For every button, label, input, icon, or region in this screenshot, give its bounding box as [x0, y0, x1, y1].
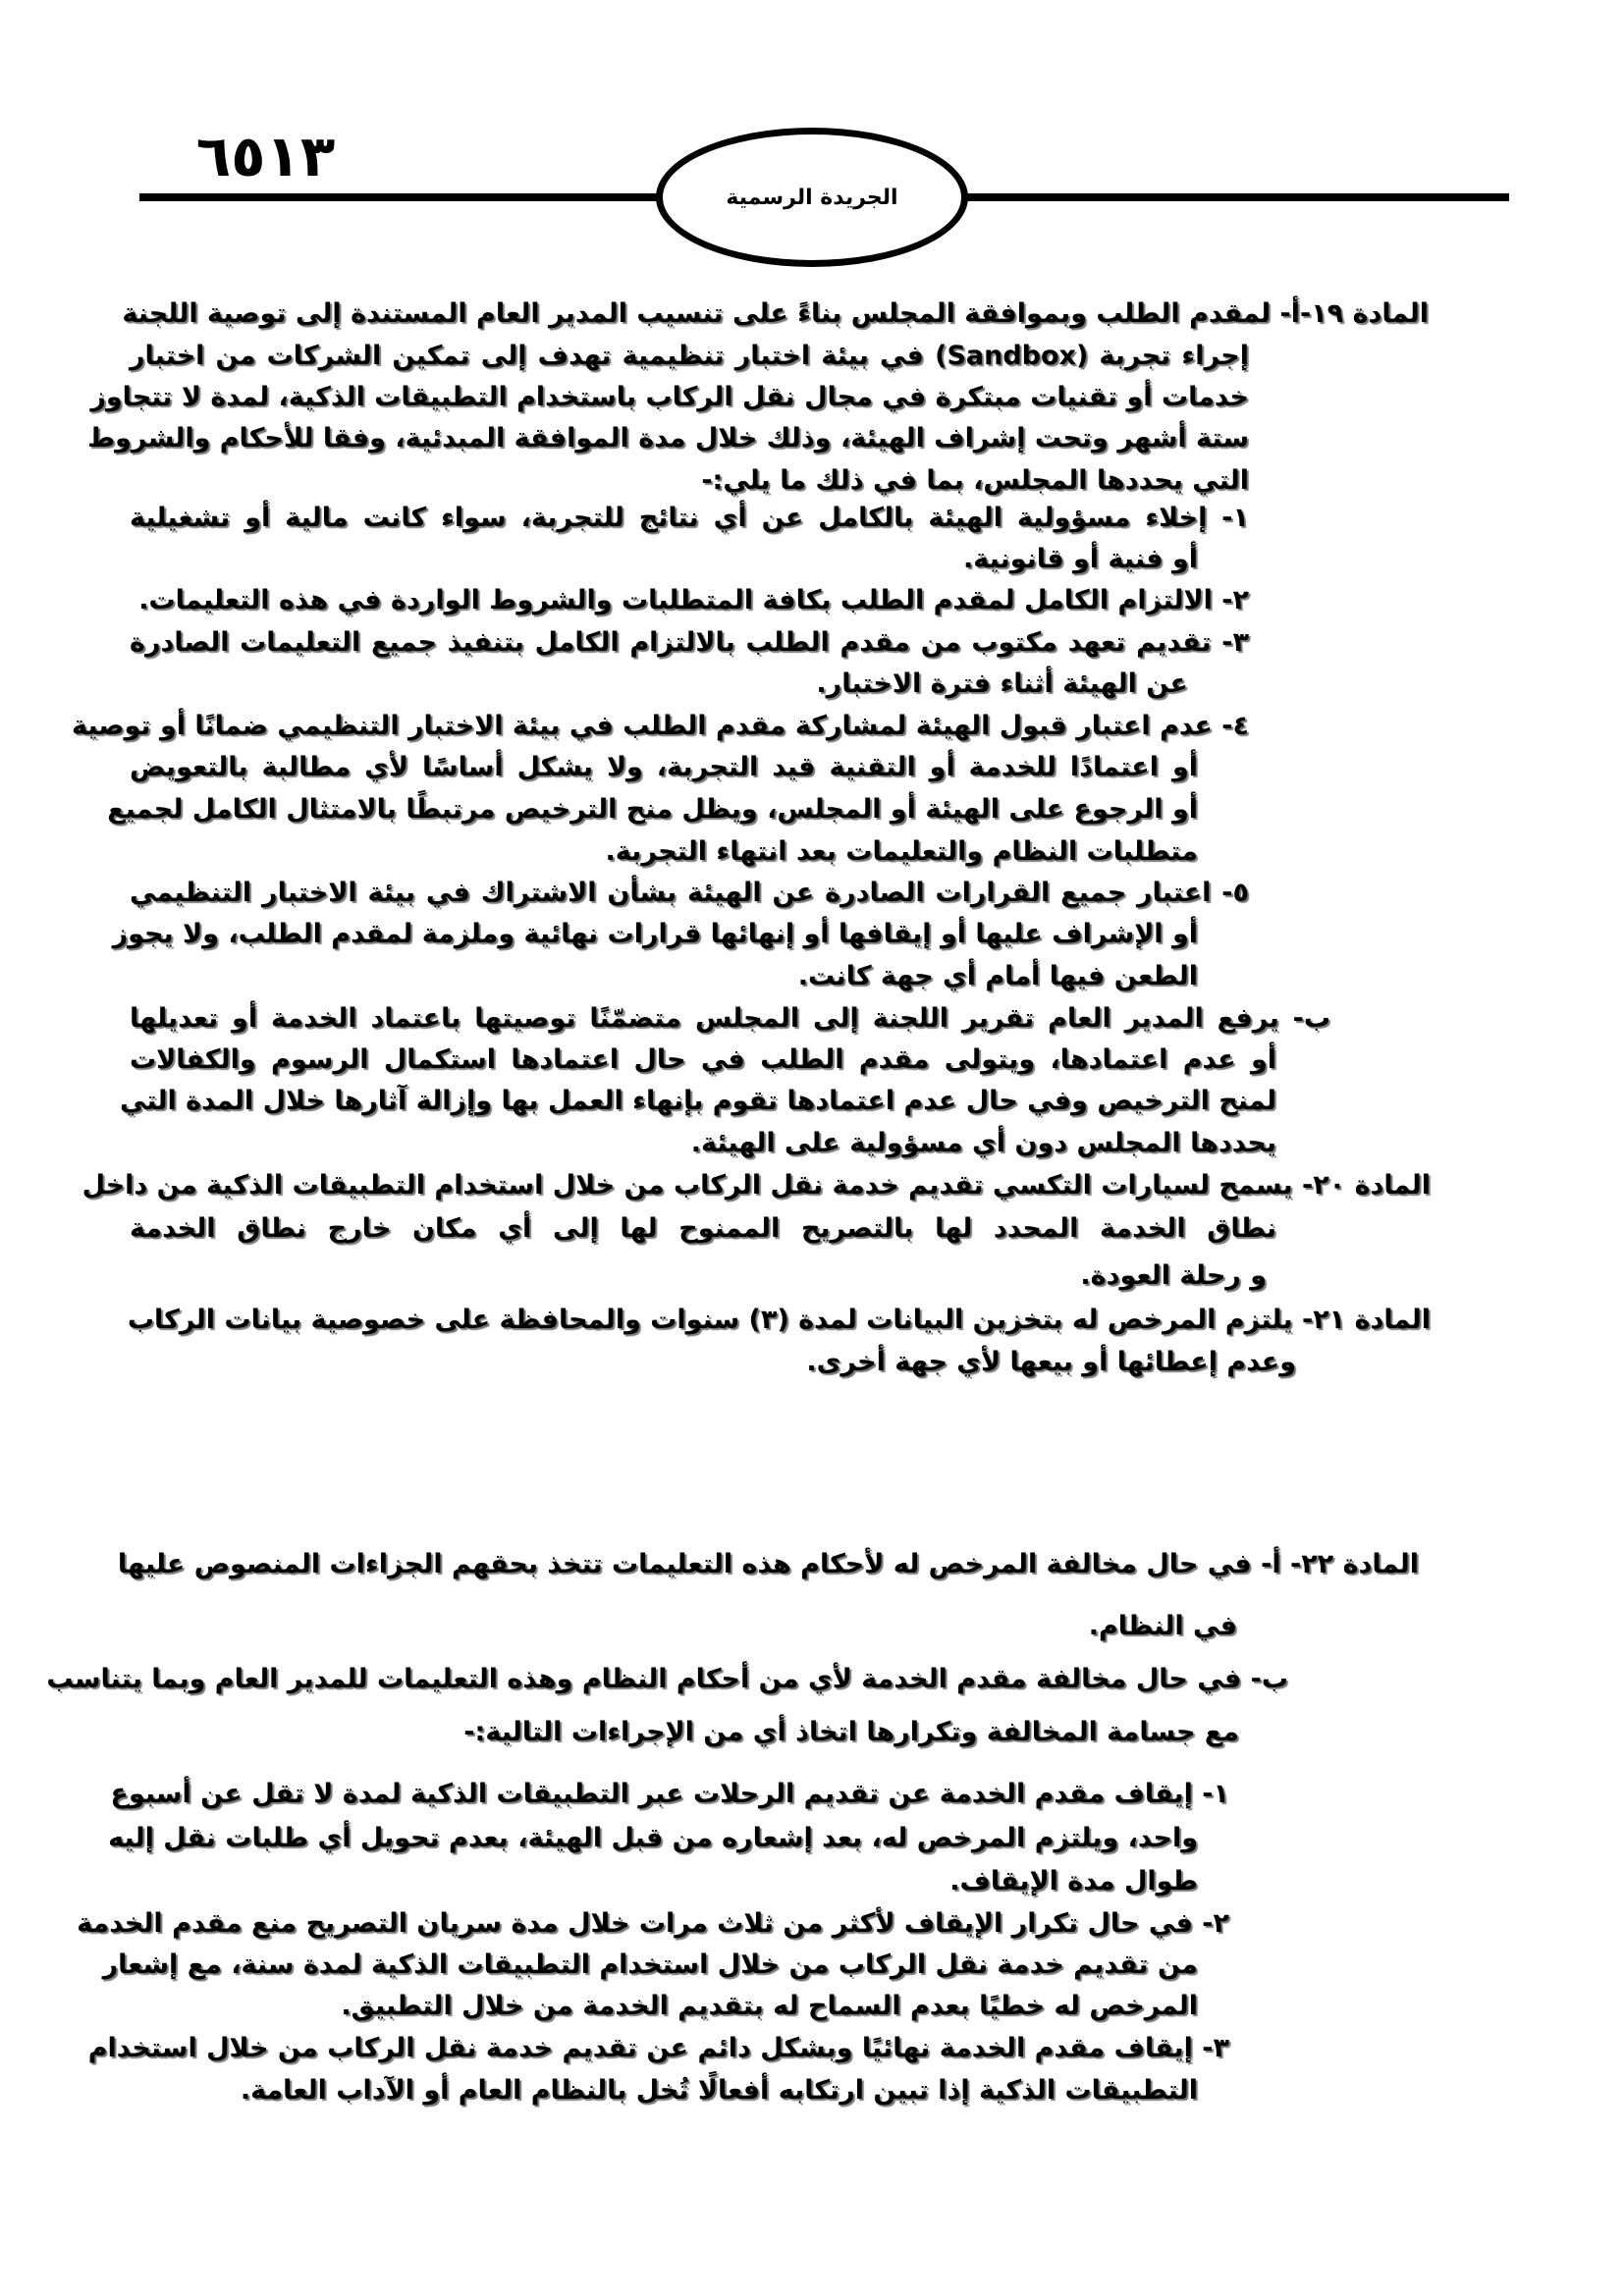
text-line: واحد، ويلتزم المرخص له، بعد إشعاره من قبل الهيئة، بعدم تحويل أي طلبات نقل إليه — [108, 1823, 1198, 1853]
header-rule-right — [964, 193, 1509, 201]
text-line: التي يحددها المجلس، بما في ذلك ما يلي:- — [701, 465, 1249, 496]
text-line: ٤- عدم اعتبار قبول الهيئة لمشاركة مقدم الطلب في بيئة الاختبار التنظيمي ضمانًا أو توصية — [72, 711, 1249, 741]
text-line: مع جسامة المخالفة وتكرارها اتخاذ أي من الإجراءات التالية:- — [463, 1717, 1239, 1747]
text-line: و رحلة العودة. — [1080, 1260, 1267, 1291]
text-line: ب- في حال مخالفة مقدم الخدمة لأي من أحكام النظام وهذه التعليمات للمدير العام وبما يتناسب — [46, 1664, 1288, 1694]
text-line: ١- إخلاء مسؤولية الهيئة بالكامل عن أي نتائج للتجربة، سواء كانت مالية أو تشغيلية — [130, 503, 1249, 533]
text-line: أو الرجوع على الهيئة أو المجلس، ويظل منح الترخيص مرتبطًا بالامتثال الكامل لجميع — [107, 794, 1198, 825]
text-line: أو فنية أو قانونية. — [962, 544, 1198, 574]
text-line: أو الإشراف عليها أو إيقافها أو إنهائها قرارات نهائية وملزمة لمقدم الطلب، ولا يجوز — [112, 919, 1198, 949]
text-line: نطاق الخدمة المحدد لها بالتصريح الممنوح لها إلى أي مكان خارج نطاق الخدمة — [130, 1213, 1276, 1244]
text-line: ١- إيقاف مقدم الخدمة عن تقديم الرحلات عبر التطبيقات الذكية لمدة لا تقل عن أسبوع — [110, 1779, 1229, 1809]
text-line: المادة ٢٢- أ- في حال مخالفة المرخص له لأحكام هذه التعليمات تتخذ بحقهم الجزاءات المنصوص عليها — [117, 1549, 1419, 1579]
text-line: أو عدم اعتمادها، ويتولى مقدم الطلب في حال اعتمادها استكمال الرسوم والكفالات — [130, 1044, 1276, 1075]
text-line: لمنح الترخيص وفي حال عدم اعتمادها تقوم بإنهاء العمل بها وإزالة آثارها خلال المدة التي — [120, 1086, 1276, 1116]
text-line: عن الهيئة أثناء فترة الاختبار. — [816, 668, 1188, 699]
gazette-title: الجريدة الرسمية — [726, 185, 898, 210]
text-line: طوال مدة الإيقاف. — [949, 1866, 1198, 1896]
text-line: المرخص له خطيًا بعدم السماح له بتقديم الخدمة من خلال التطبيق. — [341, 1991, 1198, 2021]
text-line: من تقديم خدمة نقل الركاب من خلال استخدام التطبيقات الذكية لمدة سنة، مع إشعار — [102, 1949, 1198, 1980]
text-line: متطلبات النظام والتعليمات بعد انتهاء التجربة. — [605, 836, 1198, 867]
text-line: المادة ٢٠- يسمح لسيارات التكسي تقديم خدمة نقل الركاب من خلال استخدام التطبيقات الذكية من داخل — [81, 1170, 1431, 1201]
header-rule-left — [139, 193, 662, 201]
text-line: ٣- إيقاف مقدم الخدمة نهائيًا وبشكل دائم عن تقديم خدمة نقل الركاب من خلال استخدام — [87, 2033, 1229, 2063]
text-line: المادة ٢١- يلتزم المرخص له بتخزين البيانات لمدة (٣) سنوات والمحافظة على خصوصية بيانات الركاب — [127, 1305, 1431, 1335]
text-line: ٥- اعتبار جميع القرارات الصادرة عن الهيئة بشأن الاشتراك في بيئة الاختبار التنظيمي — [130, 878, 1249, 908]
text-line: ٢- الالتزام الكامل لمقدم الطلب بكافة المتطلبات والشروط الواردة في هذه التعليمات. — [138, 585, 1249, 615]
text-line: يحددها المجلس دون أي مسؤولية على الهيئة. — [690, 1128, 1276, 1158]
text-line: ٢- في حال تكرار الإيقاف لأكثر من ثلاث مرات خلال مدة سريان التصريح منع مقدم الخدمة — [77, 1908, 1229, 1939]
text-line: التطبيقات الذكية إذا تبين ارتكابه أفعالًا تُخل بالنظام العام أو الآداب العامة. — [240, 2075, 1198, 2106]
text-line: الطعن فيها أمام أي جهة كانت. — [797, 961, 1198, 991]
text-line: المادة ١٩-أ- لمقدم الطلب وبموافقة المجلس بناءً على تنسيب المدير العام المستندة إلى توصية اللجنة — [122, 298, 1429, 329]
text-line: وعدم إعطائها أو بيعها لأي جهة أخرى. — [806, 1347, 1296, 1377]
text-line: ب- يرفع المدير العام تقرير اللجنة إلى المجلس متضمّنًا توصيتها باعتماد الخدمة أو تعديلها — [130, 1003, 1330, 1034]
text-line: ستة أشهر وتحت إشراف الهيئة، وذلك خلال مدة الموافقة المبدئية، وفقا للأحكام والشروط — [87, 423, 1249, 454]
text-line: خدمات أو تقنيات مبتكرة في مجال نقل الركاب باستخدام التطبيقات الذكية، لمدة لا تتجاوز — [90, 382, 1249, 412]
text-line: في النظام. — [1088, 1611, 1237, 1641]
page-number: ٦٥١٣ — [195, 123, 336, 189]
text-line: ٣- تقديم تعهد مكتوب من مقدم الطلب بالالتزام الكامل بتنفيذ جميع التعليمات الصادرة — [130, 627, 1249, 658]
text-line: إجراء تجربة (Sandbox) في بيئة اختبار تنظيمية تهدف إلى تمكين الشركات من اختبار — [130, 341, 1249, 371]
text-line: أو اعتمادًا للخدمة أو التقنية قيد التجربة، ولا يشكل أساسًا لأي مطالبة بالتعويض — [130, 752, 1198, 782]
gazette-title-emblem — [656, 128, 968, 267]
